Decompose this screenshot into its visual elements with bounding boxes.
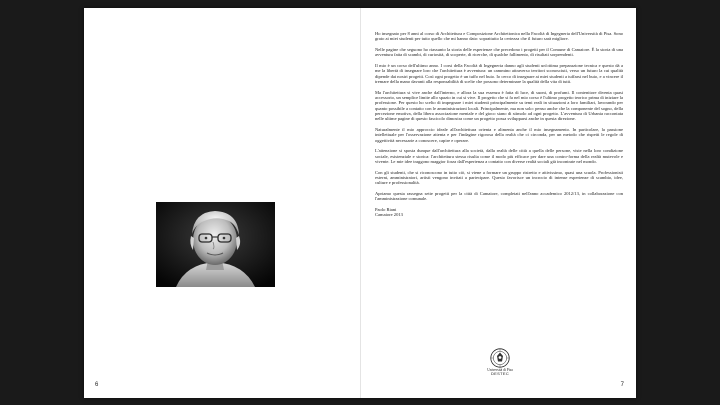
university-logo <box>480 348 520 377</box>
university-seal-icon <box>490 348 510 368</box>
page-number-left: 6 <box>95 382 99 388</box>
author-photo <box>156 202 275 287</box>
signature-place-year: Camaiore 2013 <box>375 212 403 218</box>
signature <box>375 207 623 218</box>
book-spread <box>84 8 636 398</box>
paragraph: Ma l'architettura si vive anche dall'interno, e allora la sua essenza è fatta di luce, di suoni, di profumi. Il contenitore diventa quasi accessorio, un semplice limite allo spazio in cui si vive. Il progetto che si fa nel mio corso è l'ultimo progetto teorico prima di iniziare la professione. Per questo ho scelto di impegnare i miei studenti principalmente su temi reali in situazioni a loro familiari, lavorando per quanto possibile a contatto con le amministrazioni locali. Principalmente, ma non solo: penso anche che la componente del sogno, della percezione emotiva, della libera associazione mentale e del gioco siano di stimolo ad ogni progetto. L'avventura di Urbania raccontata nelle ultime pagine di questo fascicolo dimostra come un progetto possa svilupparsi anche in questa direzione. <box>375 89 623 122</box>
logo-university-name: Università di Pisa <box>487 368 513 372</box>
paragraph: L'attenzione si sposta dunque dall'architettura alla società, dalla realtà delle città a quella delle persone, viste nella loro condizione sociale, esistenziale e storica: l'architettura stessa risulta come il modo più efficace per dare una contro-forma della realtà mutevole e vivente. Le mie idee traggono maggior forza dall'esperienza a contatto con diverse realtà sociali già incontrate nel mondo. <box>375 148 623 165</box>
paragraph: Apriamo questa rassegna sette progetti per la città di Camaiore, completati nell'anno accademico 2012/13, in collaborazione con l'amministrazione comunale. <box>375 190 623 202</box>
page-fold <box>360 8 361 398</box>
paragraph: Nelle pagine che seguono ho riassunto la storia delle esperienze che precedono i progetti per il Comune di Camaiore. È la storia di una avventura fatta di scambi, di curiosità, di scoperte, di ricerche, di qualche fallimento, di risultati sorprendenti. <box>375 46 623 58</box>
logo-department-name: DESTEC <box>490 371 510 376</box>
paragraph: Naturalmente il mio approccio ideale all'architettura orienta e alimenta anche il mio insegnamento. In particolare, la passione intellettuale per l'osservazione attenta e per l'indagine rigorosa della realtà che ci circonda, per un metodo che rispetti le regole di oggettività necessarie a conoscere, capire e operare. <box>375 127 623 143</box>
page-number-right: 7 <box>620 382 624 388</box>
paragraph: Ho insegnato per 8 anni al corso di Architettura e Composizione Architettonica nella Facoltà di Ingegneria dell'Università di Pisa. Sono grato ai miei studenti per tutto quello che mi hanno dato: soprattutto la certezza che il futuro sarà migliore. <box>375 31 623 42</box>
paragraph: Con gli studenti, che si riconoscono in tutto ciò, si viene a formare un gruppo ristretto e attivissimo, quasi una scuola. Professionisti esterni, amministratori, artisti vengono invitati a partecipare. Questo favorisce un incrocio di intense esperienze di scambio, idee, culture e professionalità. <box>375 169 623 186</box>
signature-name: Paolo Riani <box>375 206 397 212</box>
foreword-text <box>375 31 623 218</box>
paragraph: Il mio è un corso dell'ultimo anno. I corsi della Facoltà di Ingegneria danno agli studenti un'ottima preparazione tecnica e questo dà a me la libertà di insegnare loro che l'architettura è avventura: un cammino attraverso territori sconosciuti, verso un futuro la cui qualità dipende dai nostri progetti. Così ogni progetto è un tuffo nel buio. Io cerco di insegnare ai miei studenti a tuffarsi nel buio, e a vincere il tremare della mano davanti alla responsabilità di scelte che possono determinare la qualità della vita di tutti. <box>375 62 623 84</box>
